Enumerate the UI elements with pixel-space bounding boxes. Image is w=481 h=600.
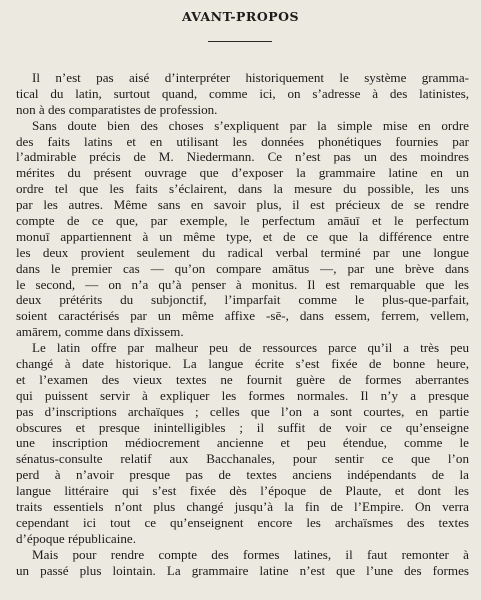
text-line: des faits latins et en utilisant les données phonétiques fournies par xyxy=(16,133,469,149)
text-line: Sans doute bien des choses s’expliquent par la simple mise en ordre xyxy=(32,117,469,133)
text-line: soient caractérisés par un même affixe -sē-, dans essem, ferrem, vellem, xyxy=(16,308,469,324)
text-line: Le latin offre par malheur peu de ressources parce qu’il a très peu xyxy=(32,340,469,356)
body-text xyxy=(16,70,469,579)
text-line: perd à n’avoir presque pas de textes anciens indépendants de la xyxy=(16,467,469,483)
text-line: obscures et presque inintelligibles ; il suffit de voir ce qu’enseigne xyxy=(16,419,469,435)
page-title: AVANT-PROPOS xyxy=(181,9,300,24)
text-line: d’époque républicaine. xyxy=(16,530,136,546)
text-line: ordre tel que les faits s’éclairent, dans la mesure du possible, les uns xyxy=(16,181,469,197)
text-line: mérites du présent ouvrage que d’exposer la grammaire latine en un xyxy=(16,165,469,181)
text-line: tical du latin, surtout quand, comme ici, on s’adresse à des latinistes, xyxy=(16,85,469,101)
text-line: monuī appartiennent à un même type, et de ce que la différence entre xyxy=(16,228,469,244)
text-line: pas d’inscriptions archaïques ; celles que l’on a sont courtes, en partie xyxy=(16,403,469,419)
text-line: Mais pour rendre compte des formes latines, il faut remonter à xyxy=(32,546,469,562)
text-line: qui puissent servir à expliquer les formes normales. Il n’y a presque xyxy=(16,387,469,403)
text-line: par les autres. Même sans en savoir plus, il est précieux de se rendre xyxy=(16,197,469,213)
text-line: amārem, comme dans dīxissem. xyxy=(16,324,184,340)
text-line: non à des comparatistes de profession. xyxy=(16,101,218,117)
text-line: langue littéraire qui s’est fixée dès l’époque de Plaute, et dont les xyxy=(16,483,469,499)
text-line: Il n’est pas aisé d’interpréter historiquement le système gramma- xyxy=(32,70,469,85)
text-line: le second, — on n’a qu’à penser à monitus. Il est remarquable que les xyxy=(16,276,469,292)
text-line: et l’examen des vieux textes ne fournit guère de formes aberrantes xyxy=(16,371,469,387)
text-line: une inscription médiocrement ancienne et peu étendue, comme le xyxy=(16,435,469,451)
title-divider xyxy=(208,41,272,42)
text-line: sénatus-consulte relatif aux Bacchanales, pour sentir ce que l’on xyxy=(16,451,469,467)
text-line: deux prétérits du subjonctif, l’imparfait comme le plus-que-parfait, xyxy=(16,292,469,308)
text-line: traits essentiels n’ont plus changé jusqu’à la fin de l’Empire. On verra xyxy=(16,499,469,515)
text-line: dans le premier cas — qu’on compare amātus —, par une brève dans xyxy=(16,260,469,276)
text-line: les deux provient seulement du radical verbal terminé par une longue xyxy=(16,244,469,260)
text-line: changé à date historique. La langue écrite s’est fixée de bonne heure, xyxy=(16,356,469,372)
text-line: cependant ici tout ce qu’enseignent encore les archaïsmes des textes xyxy=(16,514,469,530)
text-line: compte de ce que, par exemple, le perfectum amāuī et le perfectum xyxy=(16,213,469,229)
text-line: l’admirable précis de M. Niedermann. Ce n’est pas un des moindres xyxy=(16,149,469,165)
text-line: un passé plus lointain. La grammaire latine n’est que l’une des formes xyxy=(16,562,469,578)
